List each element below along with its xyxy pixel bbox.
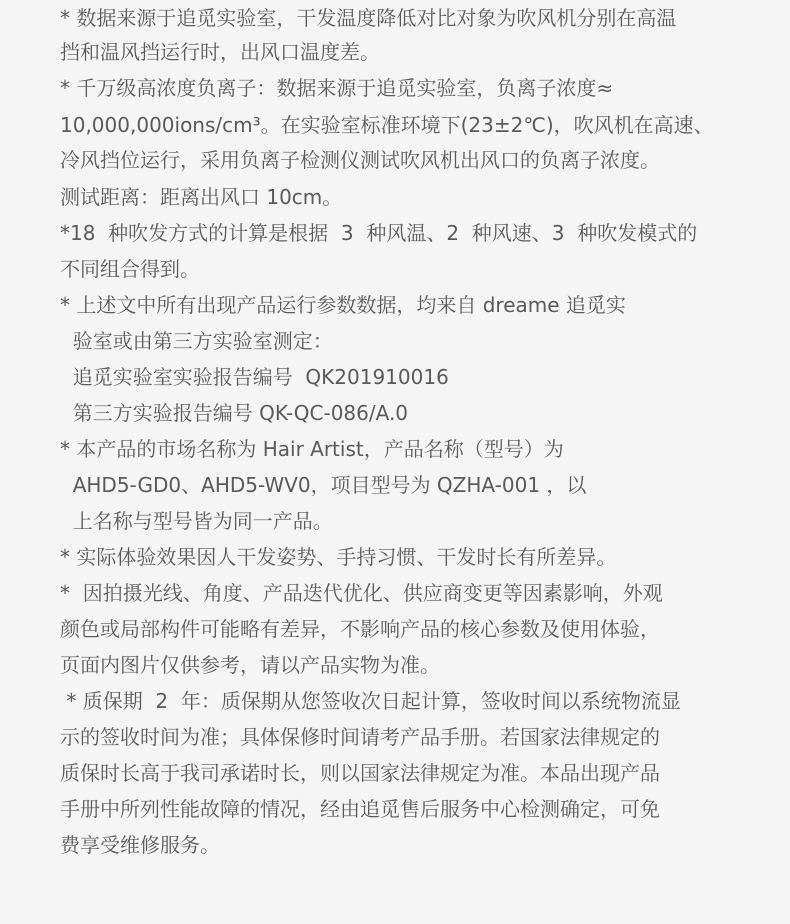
note-line: 10,000,000ions/cm³。在实验室标准环境下(23±2℃)，吹风机在高速、 — [60, 113, 714, 137]
note-line: * 本产品的市场名称为 Hair Artist，产品名称（型号）为 — [60, 437, 564, 461]
note-line: * 质保期 2 年：质保期从您签收次日起计算，签收时间以系统物流显 — [60, 689, 681, 713]
note-line: 页面内图片仅供参考，请以产品实物为准。 — [60, 653, 440, 677]
note-line: 质保时长高于我司承诺时长，则以国家法律规定为准。本品出现产品 — [60, 761, 660, 785]
note-line: * 上述文中所有出现产品运行参数数据，均来自 dreame 追觅实 — [60, 293, 626, 317]
note-line: * 数据来源于追觅实验室，干发温度降低对比对象为吹风机分别在高温 — [60, 6, 677, 30]
note-line: * 千万级高浓度负离子：数据来源于追觅实验室，负离子浓度≈ — [60, 76, 614, 100]
note-line: 验室或由第三方实验室测定： — [60, 329, 333, 353]
note-line: 追觅实验室实验报告编号 QK201910016 — [60, 365, 449, 389]
note-line: * 因拍摄光线、角度、产品迭代优化、供应商变更等因素影响，外观 — [60, 581, 663, 605]
note-line: 手册中所列性能故障的情况，经由追觅售后服务中心检测确定，可免 — [60, 797, 660, 821]
note-line: 上名称与型号皆为同一产品。 — [60, 509, 333, 533]
note-line: 冷风挡位运行，采用负离子检测仪测试吹风机出风口的负离子浓度。 — [60, 148, 660, 172]
note-line: *18 种吹发方式的计算是根据 3 种风温、2 种风速、3 种吹发模式的 — [60, 221, 698, 245]
note-line: 示的签收时间为准；具体保修时间请考产品手册。若国家法律规定的 — [60, 725, 660, 749]
note-line: 挡和温风挡运行时，出风口温度差。 — [60, 40, 380, 64]
note-line: 不同组合得到。 — [60, 257, 200, 281]
note-line: * 实际体验效果因人干发姿势、手持习惯、干发时长有所差异。 — [60, 545, 617, 569]
note-line: 颜色或局部构件可能略有差异，不影响产品的核心参数及使用体验， — [60, 617, 660, 641]
note-line: AHD5-GD0、AHD5-WV0，项目型号为 QZHA-001 ，以 — [60, 473, 587, 497]
note-line: 第三方实验报告编号 QK-QC-086/A.0 — [60, 401, 409, 425]
note-line: 测试距离：距离出风口 10cm。 — [60, 185, 343, 209]
note-line: 费享受维修服务。 — [60, 833, 220, 857]
